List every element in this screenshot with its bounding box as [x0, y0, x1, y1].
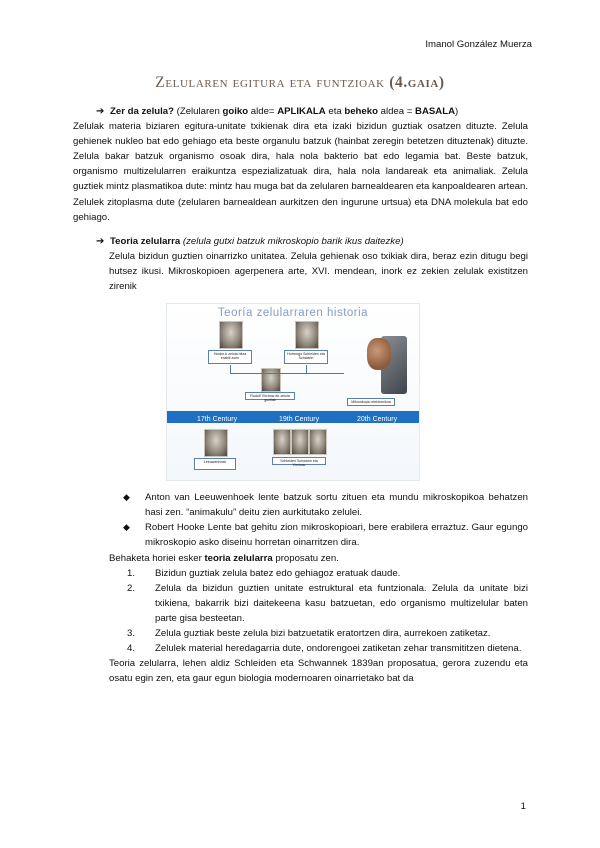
note-text: eta — [325, 106, 345, 117]
list-number: 2. — [127, 582, 136, 594]
scientist-portrait-3 — [309, 429, 327, 455]
list-item — [127, 566, 528, 581]
list-item-text: Zelulek material heredagarria dute, ondorengoei zatiketan zehar transmititzen dietena. — [155, 643, 522, 655]
note-text: alde= — [248, 106, 278, 117]
cell-theory-history-figure — [166, 303, 420, 481]
note-bold: beheko — [344, 106, 378, 117]
note-bold: goiko — [222, 106, 249, 117]
connector-line — [306, 365, 307, 373]
connector-line — [230, 373, 344, 374]
section2-title: Teoria zelularra — [110, 235, 181, 247]
intro-bold: teoria zelularra — [204, 552, 273, 564]
intro-text: Behaketa horiei esker — [109, 552, 205, 564]
section1-question: Zer da zelula? — [110, 106, 174, 117]
section1-paragraph: Zelulak materia biziaren egitura-unitate txikienak dira eta izaki bizidun guztiak osatzen dituzte. Zelula gehienek nukleo bat edo gehiago eta beste organulu batzuk (hainbat zeregin betetzen dituztenak) dituzte. Zelula bakar batzuk organismo osoak dira, hala nola bakterio bat edo legamia bat. Beste batzuk, organismo multizelularren eraikuntza espezializatuak dira, hala nola landareak eta animaliak. Zelula guztiek mintz plasmatikoa dute: mintz hau muga bat da zelularen barnealdearen eta kanpoaldearen artean. Zelulek zitoplasma dute (zelularen barnealdean aurkitzen den ingurune urtsua) eta DNA molekula bat edo gehiago. — [73, 121, 528, 223]
list-item-text: Zelula da bizidun guztien unitate estruktural eta funtzionala. Zelula da unitate bizi txikiena, bakarrik bizi daitekeena kasu batzuetan, edo organismo multizelular baten parte gisa besteetan. — [155, 582, 528, 624]
list-item — [123, 490, 528, 520]
arrow-icon: ➔ — [96, 106, 105, 117]
section2-note: (zelula gutxi batzuk mikroskopio barik ikus daitezke) — [180, 235, 404, 247]
virchow-portrait — [261, 368, 281, 392]
document-title — [0, 74, 600, 92]
leeuwenhoek-caption: Leeuwenhoek — [194, 458, 236, 470]
list-number: 3. — [127, 627, 136, 639]
note-text: ) — [455, 106, 459, 117]
list-item-text: Zelula guztiak beste zelula bizi batzuetatik eratortzen dira, aurrekoen zatiketaz. — [155, 627, 491, 639]
schleiden-caption: Hurrengo Schleiden eta Schwann — [284, 350, 328, 364]
note-text: aldea = — [377, 106, 416, 117]
diamond-bullet-icon: ◆ — [123, 492, 130, 503]
list-item — [127, 626, 528, 641]
section2-heading — [73, 234, 528, 249]
title-tag: (4.gaia) — [389, 74, 445, 91]
list-item — [127, 641, 528, 656]
section2-paragraph: Zelula bizidun guztien oinarrizko unitatea. Zelula gehienak oso txikiak dira, beraz ezin ditugu begi hutsez ikusi. Mikroskopioen agerpenera arte, XVI. mendean, inork ez zekien zelulak existitzen zirenik — [109, 250, 528, 293]
virchow-caption: Rudolf Virchow-ek zelula guztiak — [245, 392, 295, 400]
page-number: 1 — [520, 801, 526, 812]
modern-caption: Mikroskopio elektronikoa — [347, 398, 395, 406]
leeuwenhoek-portrait — [204, 429, 228, 457]
theory-principles-list — [73, 566, 528, 657]
intro-text: proposatu zen. — [272, 552, 339, 564]
century-17: 17th Century — [197, 416, 238, 424]
list-item-text: Bizidun guztiak zelula batez edo gehiagoz eratuak daude. — [155, 567, 401, 579]
list-item — [123, 520, 528, 550]
hooke-caption: Hooke-k zelula hitza erabili zuen — [208, 350, 252, 364]
scientist-portrait-1 — [273, 429, 291, 455]
list-item-text: Robert Hooke Lente bat gehitu zion mikroskopioari, bere erabilera erraztuz. Gaur egungo mikroskopio asko diseinu horretan oinarritzen dira. — [145, 522, 528, 549]
note-bold: APLIKALA — [277, 106, 326, 117]
theory-intro — [73, 551, 528, 566]
section1-heading — [73, 104, 528, 119]
figure-title: Teoría zelularraren historia — [217, 307, 369, 320]
century-19: 19th Century — [279, 416, 320, 424]
note-text: (Zelularen — [173, 106, 223, 117]
list-item-text: Anton van Leeuwenhoek lente batzuk sortu zituen eta mundu mikroskopikoa behatzen hasi zen. “animakulu” deitu zien aurkitutako zelulei. — [145, 492, 528, 519]
closing-paragraph: Teoria zelularra, lehen aldiz Schleiden eta Schwannek 1839an proposatua, gerora zuzendu eta osatu egin zen, eta gaur egun biologia modernoaren oinarrietako bat da — [109, 658, 528, 685]
scientist-portrait-2 — [291, 429, 309, 455]
schwann-caption: Schleiden Schwann eta Virchow — [272, 457, 326, 465]
arrow-icon: ➔ — [96, 235, 105, 247]
list-item — [127, 581, 528, 626]
list-number: 1. — [127, 567, 136, 579]
list-number: 4. — [127, 643, 136, 655]
hooke-portrait — [219, 321, 243, 349]
century-20: 20th Century — [357, 416, 398, 424]
connector-line — [230, 365, 231, 373]
note-bold: BASALA — [415, 106, 456, 117]
document-body — [73, 104, 528, 686]
schleiden-portrait — [295, 321, 319, 349]
diamond-bullet-icon: ◆ — [123, 522, 130, 533]
title-main: Zelularen egitura eta funtzioak — [155, 74, 385, 91]
author-name: Imanol González Muerza — [425, 39, 532, 50]
cells-image — [367, 338, 391, 370]
scientist-list — [73, 490, 528, 550]
